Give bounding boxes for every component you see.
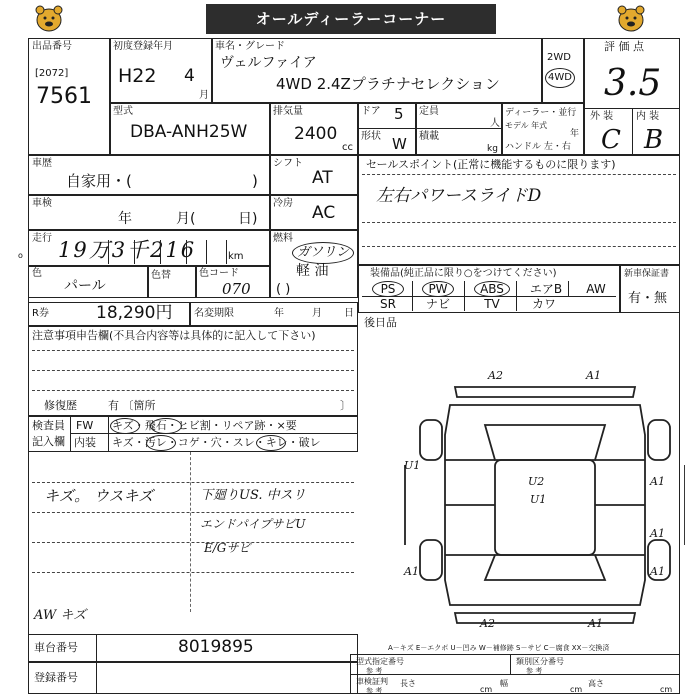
sales-point-label: セールスポイント(正常に機能するものに限ります) — [366, 158, 616, 171]
displacement-label: 排気量 — [273, 106, 303, 117]
footer-length: 長さ — [400, 679, 416, 688]
capacity-label: 定員 — [419, 106, 439, 117]
inspection-day-unit: 日) — [238, 211, 258, 227]
displacement-value: 2400 — [294, 124, 338, 144]
load-unit: kg — [487, 144, 498, 154]
footer-f3: 車検証判 — [356, 677, 388, 686]
history-value: 自家用・( — [66, 172, 132, 190]
fuel-alt: 軽 油 — [296, 263, 329, 279]
load-label: 積載 — [419, 131, 439, 142]
margin-mark: o — [18, 251, 23, 260]
fuel-label: 燃料 — [273, 233, 293, 244]
int-circle-yogore — [146, 435, 176, 451]
first-reg-year: H22 — [118, 65, 157, 87]
note-right-2: エンドパイプサビU — [200, 517, 306, 531]
color-code-value: 070 — [222, 280, 251, 298]
mark-u1-left: U1 — [404, 459, 421, 472]
footer-f2b: 参 考 — [526, 667, 543, 675]
chassis-label: 車台番号 — [34, 641, 78, 654]
inspector-label-1: 検査員 — [32, 419, 65, 432]
inspector-label-2: 記入欄 — [32, 435, 65, 448]
model-year-label: モデル 年式 — [505, 121, 548, 130]
note-left: キズ。 ウスキズ — [44, 487, 154, 505]
lot-number: 7561 — [36, 84, 92, 109]
mascot-logo-left — [32, 3, 66, 33]
footer-width: 幅 — [500, 679, 508, 688]
first-reg-label: 初度登録年月 — [113, 41, 173, 52]
fuel-paren: ( ) — [276, 282, 291, 297]
aircon-label: 冷房 — [273, 198, 293, 209]
int-grade: B — [644, 125, 664, 155]
shift-value: AT — [312, 168, 333, 188]
warranty-value: 有・無 — [628, 291, 668, 306]
mark-a1-right-3: A1 — [650, 565, 665, 578]
equip-tv: TV — [484, 297, 500, 311]
inspection-month-unit: 月( — [176, 211, 196, 227]
car-label: 車名・グレード — [215, 41, 285, 52]
name-change-day: 日 — [344, 308, 354, 319]
aircon-value: AC — [312, 203, 336, 223]
displacement-unit: cc — [342, 142, 353, 153]
equip-ps: PS — [372, 281, 404, 297]
color-value: パール — [64, 278, 106, 294]
footer-f3b: 参 考 — [366, 687, 383, 695]
fuel-value: ガソリン — [292, 242, 354, 264]
inspection-label: 車検 — [32, 198, 52, 209]
name-change-month: 月 — [312, 308, 322, 319]
mark-u1-roof: U1 — [530, 493, 547, 506]
drive-4wd: 4WD — [545, 68, 575, 88]
inspection-cell — [28, 195, 270, 230]
equip-sr: SR — [380, 297, 396, 311]
chassis-value: 8019895 — [178, 637, 254, 657]
score-label: 評 価 点 — [604, 40, 644, 53]
drive-2wd: 2WD — [547, 52, 571, 63]
color-label: 色 — [32, 268, 42, 279]
fw-circle-tobiishi — [150, 418, 182, 434]
fw-label: FW — [76, 419, 94, 432]
dealer-label: ディーラー・並行 — [505, 108, 577, 118]
equip-aw: AW — [586, 282, 606, 296]
ext-grade: C — [601, 125, 621, 155]
name-change-label: 名変期限 — [194, 308, 234, 319]
footer-height: 高さ — [588, 679, 604, 688]
repair-close: 〕 — [340, 399, 351, 412]
color-code-label: 色コード — [199, 268, 239, 279]
post-date-label: 後日品 — [364, 316, 397, 329]
note-aw: AW キズ — [34, 608, 87, 623]
sheet-header: オールディーラーコーナー — [206, 4, 496, 34]
shape-label: 形状 — [361, 131, 381, 142]
fw-items: キズ・飛石・ヒビ割・リペア跡・×要 — [112, 419, 297, 432]
footer-f1: 型式指定番号 — [356, 657, 404, 666]
equip-leather: カワ — [531, 297, 556, 311]
recycle-label: R券 — [32, 308, 49, 319]
shape-value: W — [392, 135, 407, 153]
int-label: 内 装 — [636, 111, 660, 122]
model-year-unit: 年 — [570, 129, 580, 139]
equip-pw: PW — [422, 281, 454, 297]
recycle-value: 18,290円 — [96, 303, 173, 323]
mark-a1-left: A1 — [404, 565, 419, 578]
car-name: ヴェルファイア — [220, 55, 317, 71]
mark-a1-top: A1 — [586, 369, 601, 382]
car-grade: 4WD 2.4Zプラチナセレクション — [276, 75, 500, 93]
mileage-unit: km — [228, 251, 244, 262]
score-value: 3.5 — [604, 63, 662, 104]
handle-label: ハンドル 左・右 — [505, 142, 571, 152]
first-reg-month: 4 — [184, 66, 195, 86]
mascot-logo-right — [614, 3, 648, 33]
mark-u2-roof: U2 — [528, 475, 545, 488]
repair-label: 修復歴 — [44, 399, 77, 412]
shift-label: シフト — [273, 158, 303, 169]
footer-unit-1: cm — [480, 685, 493, 694]
doors-label: ドア — [361, 106, 381, 117]
int-insp-items: キズ・汚レ・コゲ・穴・スレ・キレ・破レ — [112, 436, 321, 449]
model-label: 型式 — [113, 106, 133, 117]
mark-a1-bottom: A1 — [588, 617, 603, 630]
note-right-3: E/Gサビ — [204, 541, 251, 555]
sales-point-note: 左右パワースライドD — [376, 186, 542, 206]
lot-label: 出品番号 — [32, 41, 72, 52]
mark-a1-right-1: A1 — [650, 475, 665, 488]
mileage-label: 走行 — [32, 233, 52, 244]
footer-f2: 類別区分番号 — [516, 657, 564, 666]
equip-navi: ナビ — [425, 297, 450, 311]
lot-sub: [2072] — [35, 68, 69, 79]
equip-abs: ABS — [474, 281, 510, 297]
mark-a1-right-2: A1 — [650, 527, 665, 540]
sales-point-cell — [358, 155, 680, 265]
equip-airbag: エアB — [529, 282, 563, 296]
mark-a2-top: A2 — [488, 369, 503, 382]
name-change-year: 年 — [274, 308, 284, 319]
history-label: 車歴 — [32, 158, 52, 169]
first-reg-month-unit: 月 — [199, 90, 209, 101]
footer-unit-3: cm — [660, 685, 673, 694]
equipment-label: 装備品(純正品に限り○をつけてください) — [370, 268, 557, 279]
footer-f1b: 参 考 — [366, 667, 383, 675]
legend: A－キズ E－エクボ U－凹み W－補修跡 S－サビ C－腐食 XX－交換済 — [388, 644, 610, 652]
mark-a2-bottom: A2 — [480, 617, 495, 630]
model-value: DBA-ANH25W — [130, 122, 248, 142]
int-circle-sure — [256, 435, 286, 451]
remarks-label: 注意事項申告欄(不具合内容等は具体的に記入して下さい) — [32, 329, 316, 342]
ext-label: 外 装 — [590, 111, 614, 122]
history-cell — [28, 155, 270, 195]
note-right-1: 下廻りUS. 中スリ — [200, 488, 306, 503]
int-insp-label: 内装 — [74, 436, 96, 449]
footer-unit-2: cm — [570, 685, 583, 694]
capacity-unit: 人 — [490, 118, 500, 129]
inspection-year-unit: 年 — [118, 211, 132, 227]
mileage-value: 19万3千216 — [58, 238, 197, 262]
repair-value: 有 〔箇所 — [108, 399, 156, 412]
registration-label: 登録番号 — [34, 671, 78, 684]
doors-value: 5 — [394, 105, 404, 123]
warranty-label: 新車保証書 — [624, 269, 670, 279]
fw-circle-kizu — [110, 418, 140, 434]
color-change-label: 色替 — [151, 270, 171, 281]
history-close: ) — [252, 172, 258, 190]
